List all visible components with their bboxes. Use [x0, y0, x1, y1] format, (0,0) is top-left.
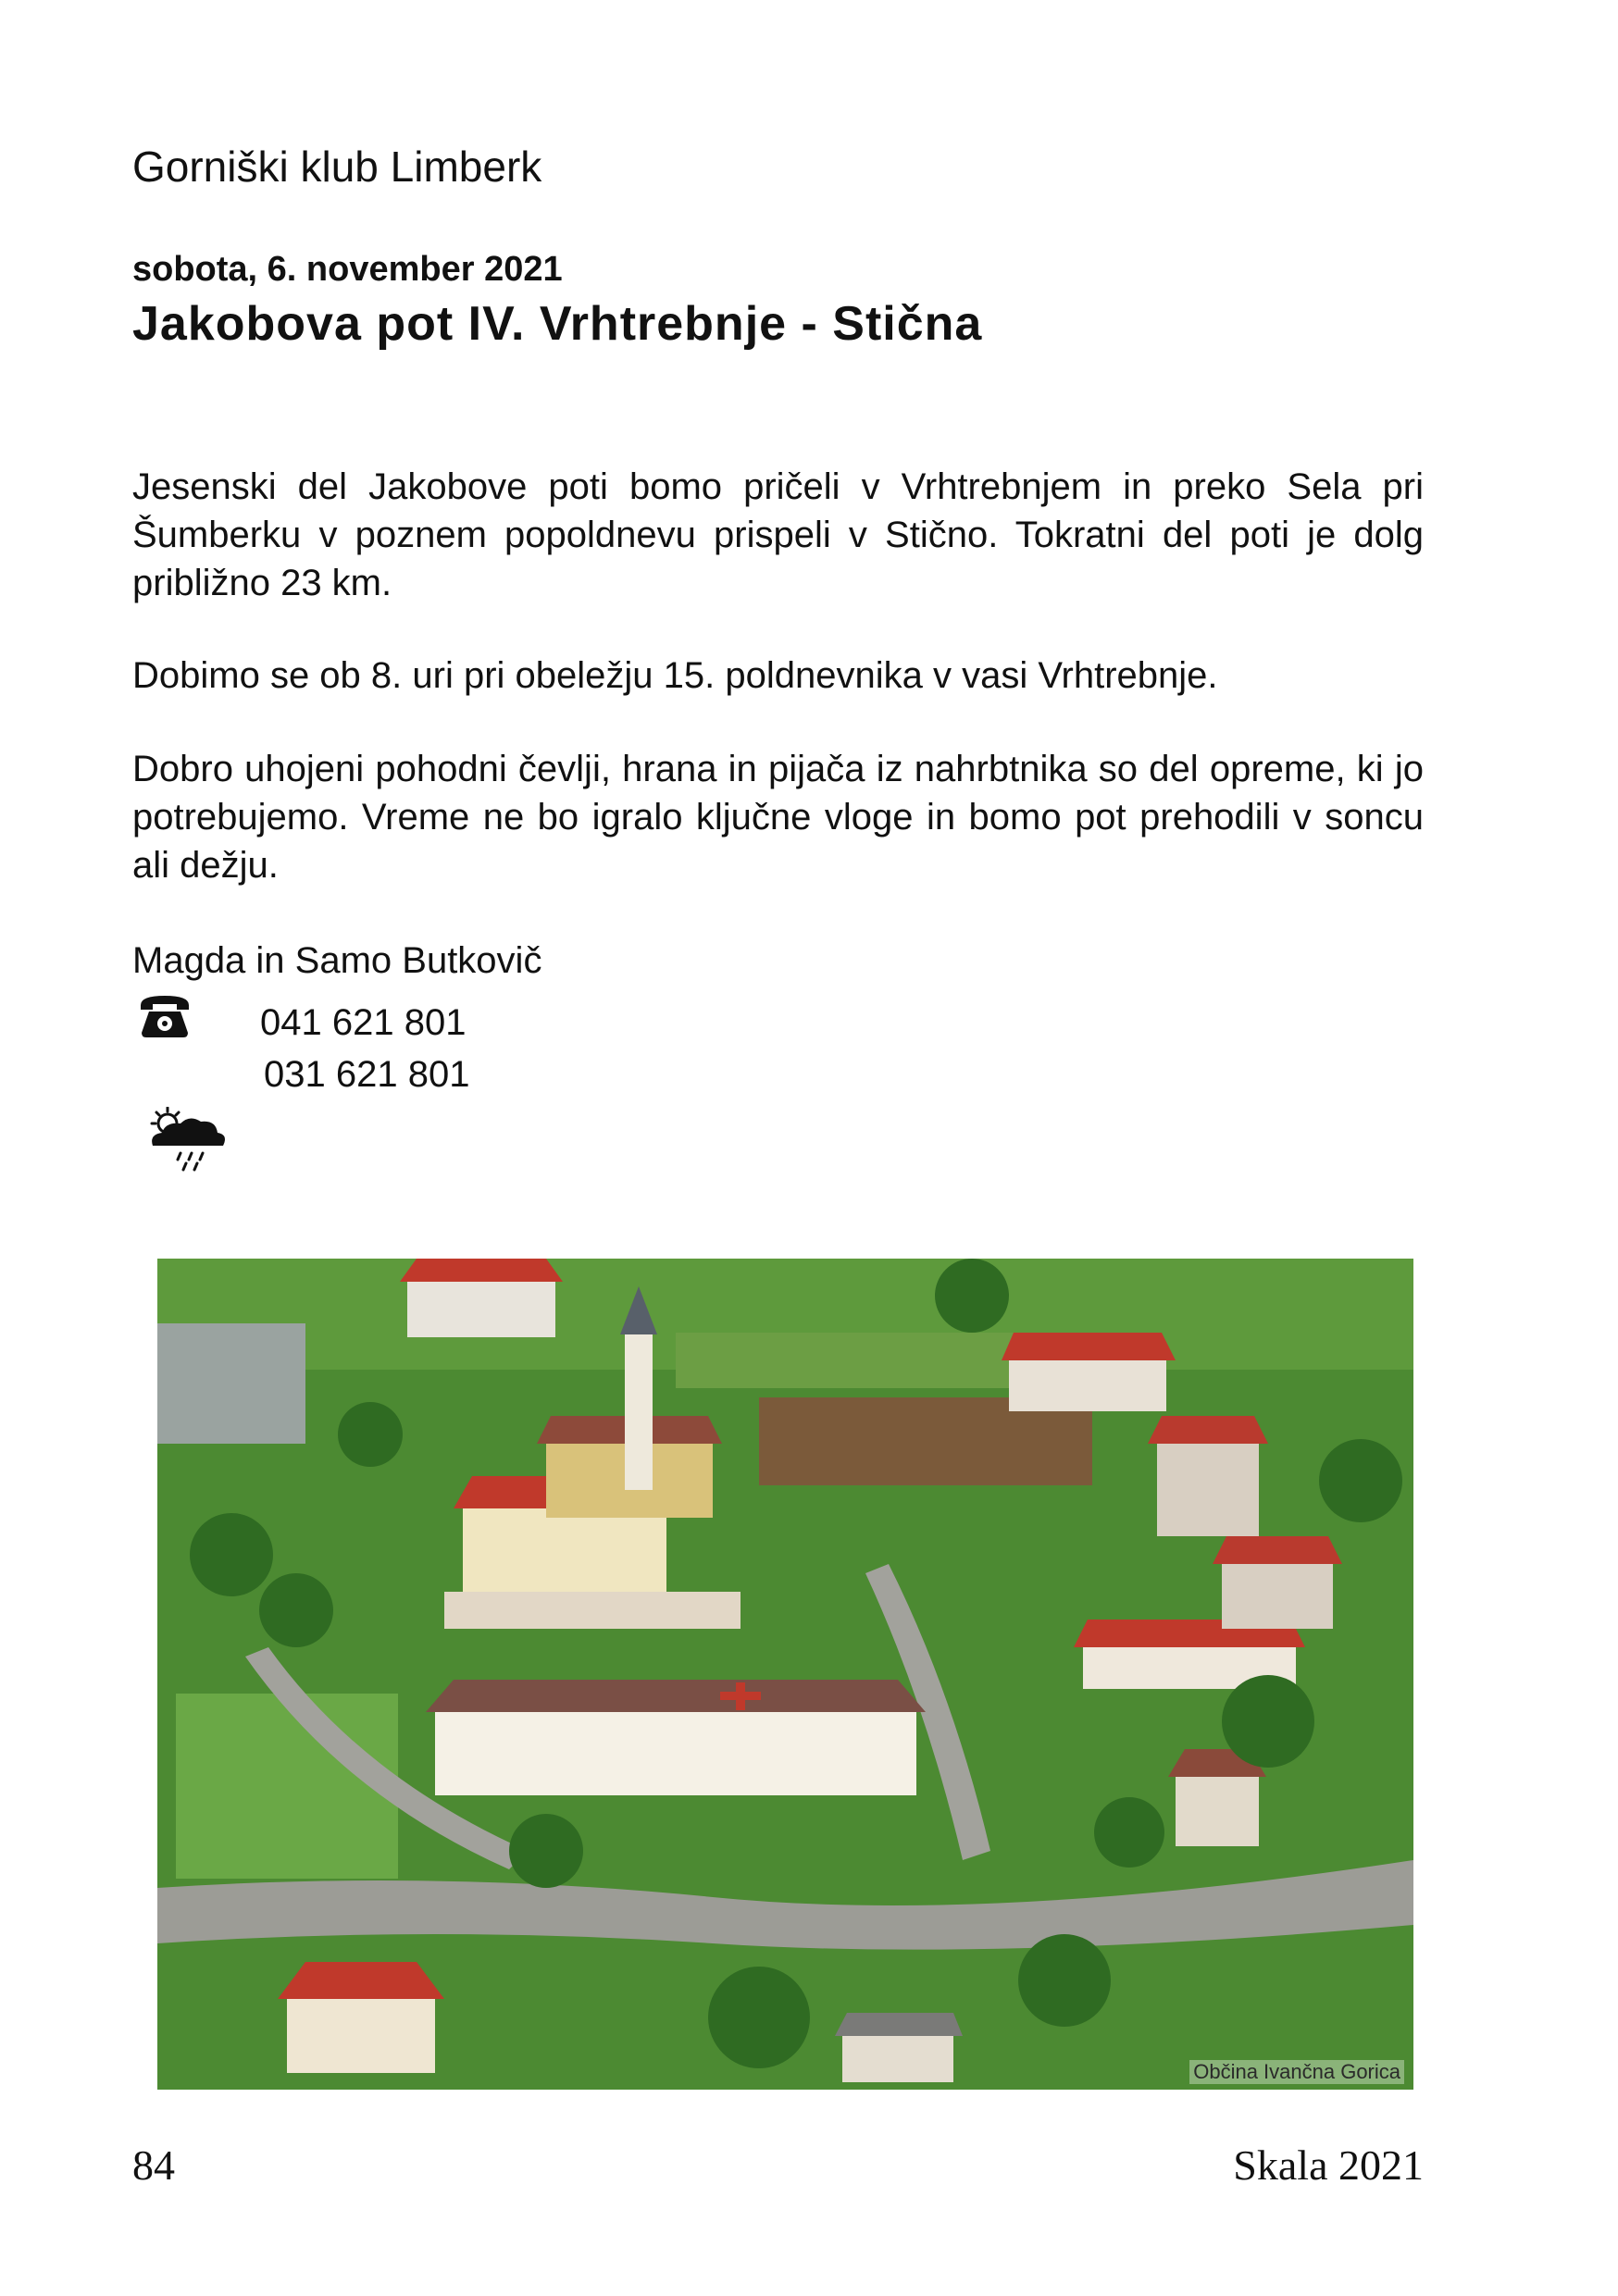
telephone-icon: [137, 992, 193, 1040]
leaders-signature: Magda in Samo Butkovič: [132, 940, 542, 981]
event-title: Jakobova pot IV. Vrhtrebnje - Stična: [132, 297, 983, 351]
phone-number-1: 041 621 801: [260, 1002, 467, 1043]
photo-credit: Občina Ivančna Gorica: [1189, 2060, 1404, 2084]
page-number: 84: [132, 2141, 175, 2189]
event-date: sobota, 6. november 2021: [132, 250, 563, 289]
aerial-photo-sticna: [157, 1259, 1413, 2090]
publication-name: Skala 2021: [1233, 2141, 1424, 2189]
club-name: Gorniški klub Limberk: [132, 143, 542, 191]
sun-cloud-rain-icon: [143, 1107, 227, 1173]
paragraph-equipment: Dobro uhojeni pohodni čevlji, hrana in pijača iz nahrbtnika so del opreme, ki jo potrebujemo. Vreme ne bo igralo ključne vloge in bomo pot prehodili v soncu ali dežju.: [132, 749, 1424, 886]
paragraph-meeting: Dobimo se ob 8. uri pri obeležju 15. poldnevnika v vasi Vrhtrebnje.: [132, 655, 1218, 696]
phone-number-2: 031 621 801: [264, 1054, 470, 1095]
paragraph-intro: Jesenski del Jakobove poti bomo pričeli v Vrhtrebnjem in preko Sela pri Šumberku v poznem popoldnevu prispeli v Stično. Tokratni del poti je dolg približno 23 km.: [132, 466, 1424, 603]
